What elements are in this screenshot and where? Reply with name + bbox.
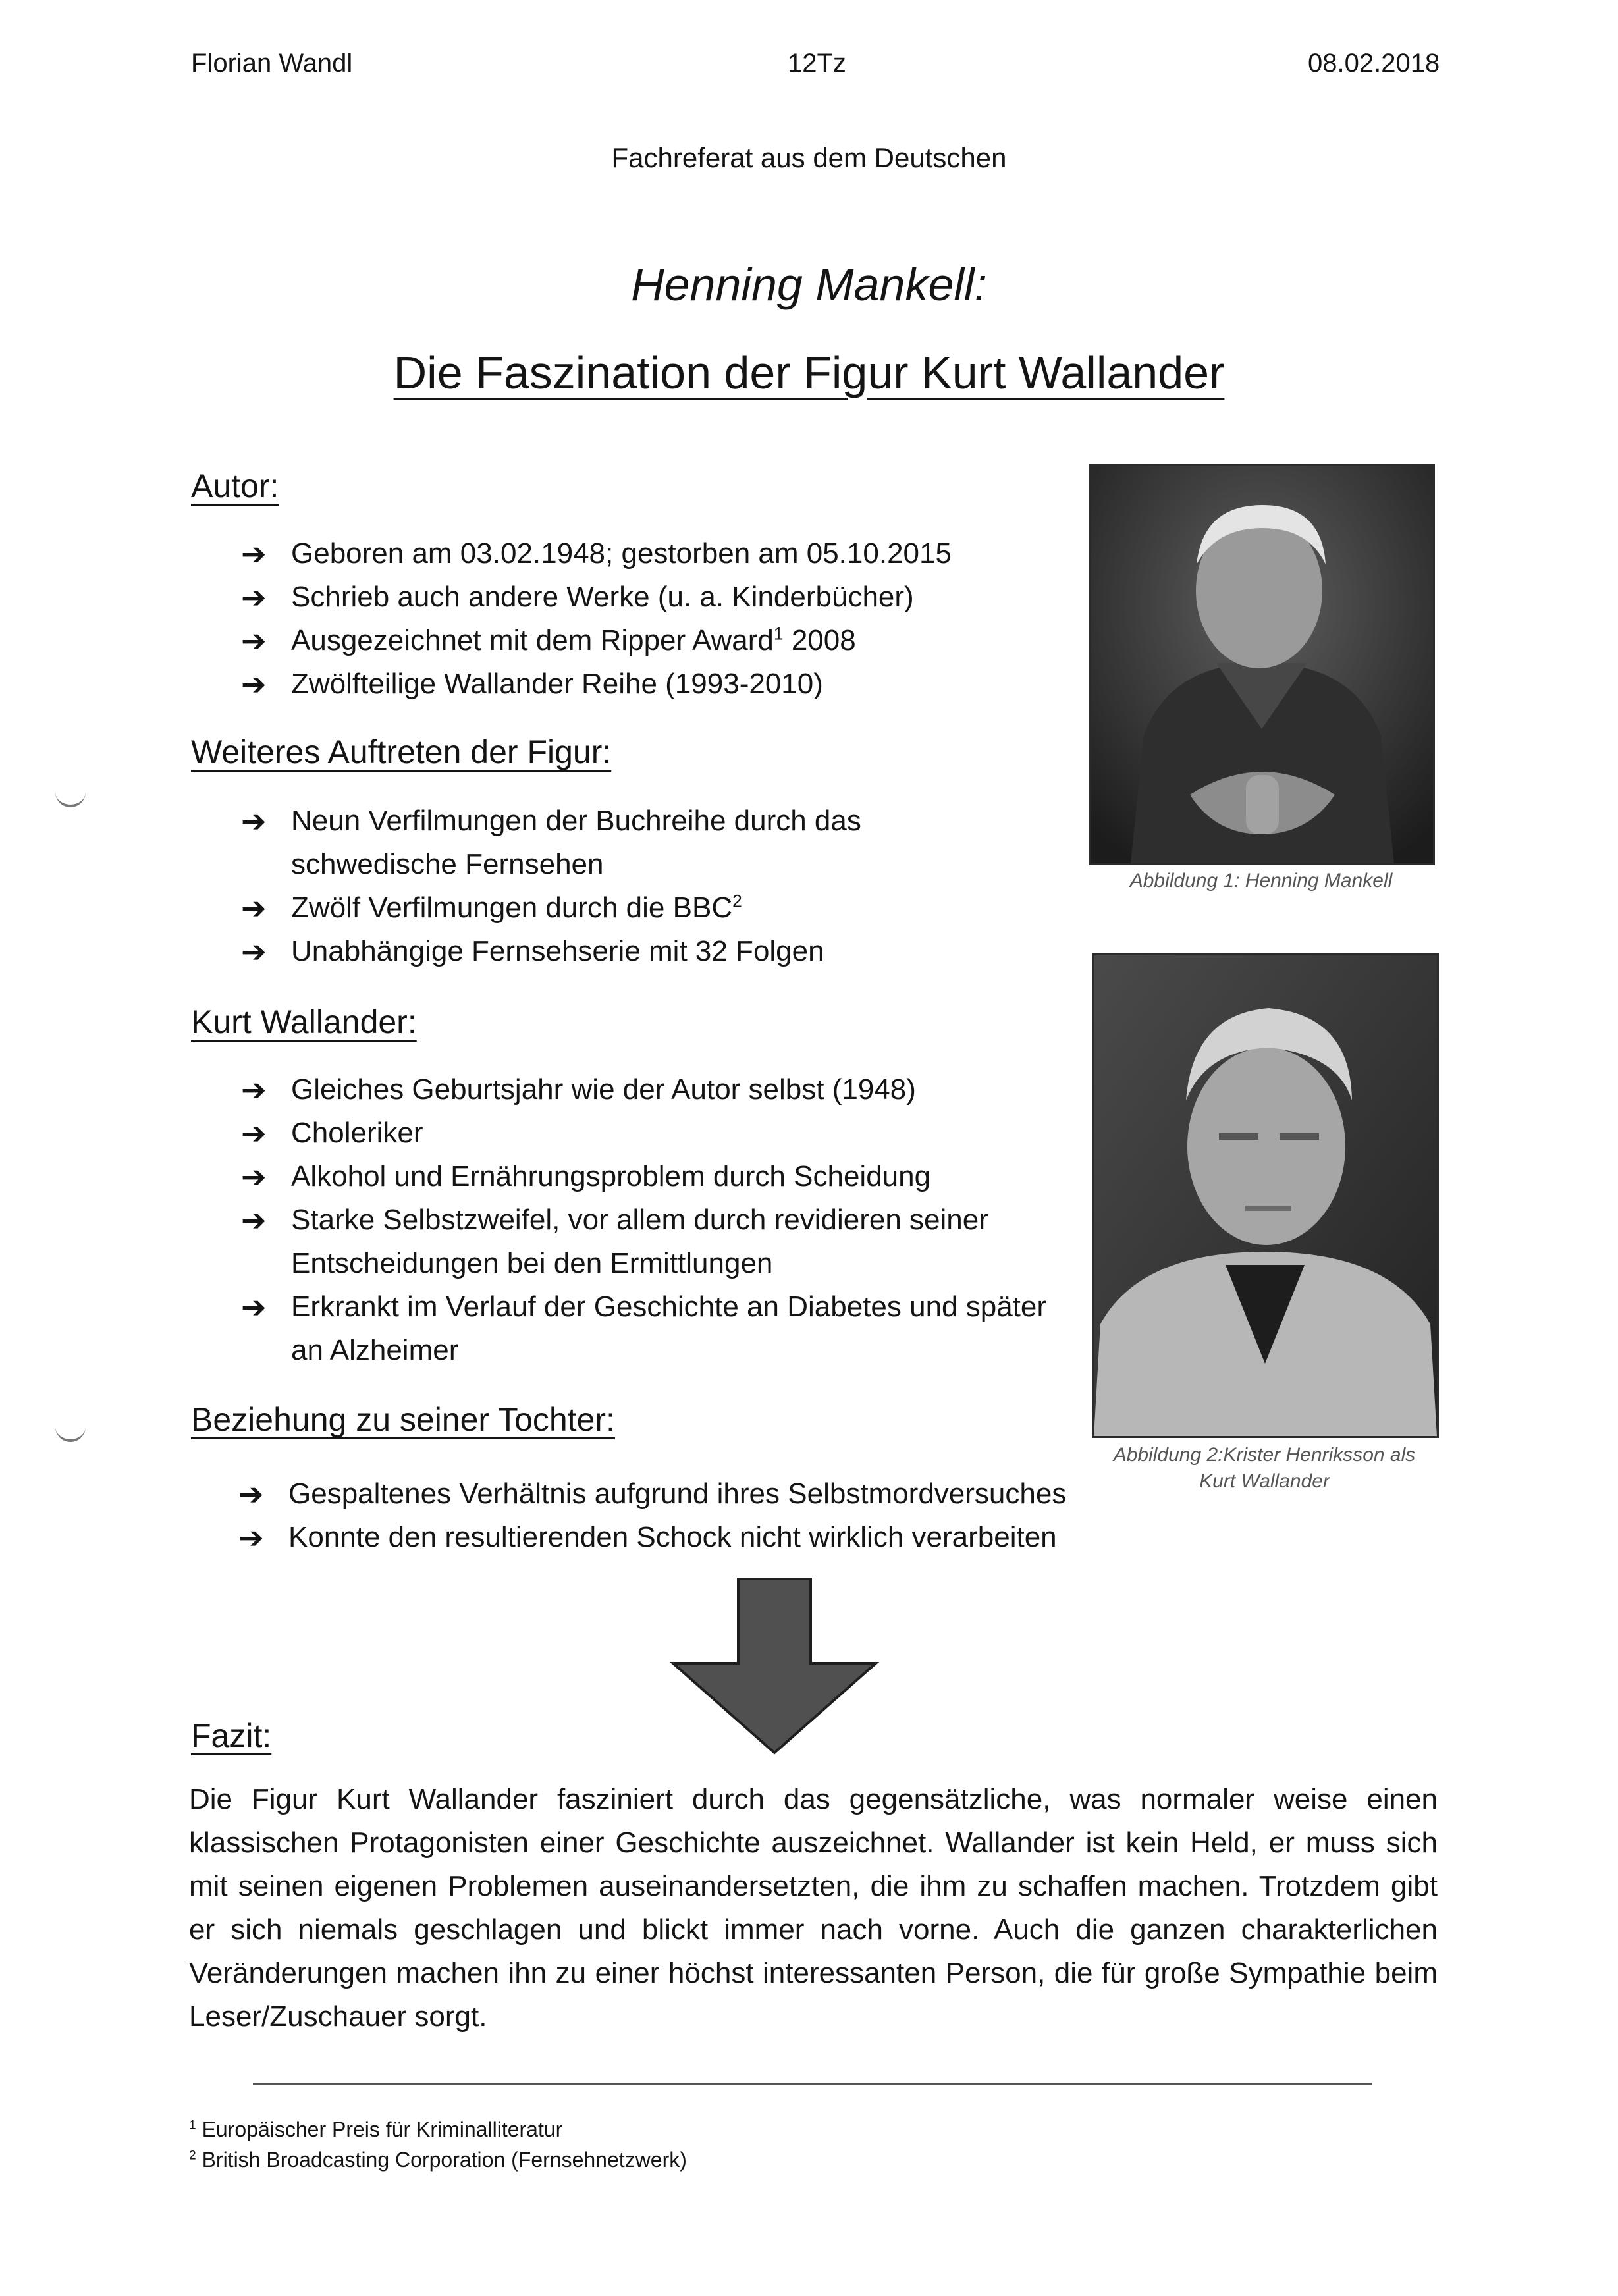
- arrow-bullet-icon: ➔: [241, 580, 267, 614]
- heading-tochter: Beziehung zu seiner Tochter:: [191, 1401, 615, 1438]
- document-subtitle: Fachreferat aus dem Deutschen: [611, 142, 1007, 173]
- figure-caption: Abbildung 1: Henning Mankell: [1129, 870, 1393, 892]
- arrow-bullet-icon: ➔: [241, 1073, 267, 1107]
- fazit-paragraph: Die Figur Kurt Wallander fasziniert durch das gegensätzliche, was normaler weise einen klassischen Protagonisten einer Geschichte auszeichnet. Wallander ist kein Held, er muss sich mit seinen eigenen Problemen auseinandersetzten, die ihm zu schaffen machen. Trotzdem gibt er sich niemals geschlagen und blickt immer nach vorne. Auch die ganzen charakterlichen Veränderungen machen ihn zu einer höchst interessanten Person, die für große Sympathie beim Leser/Zuschauer sorgt.: [189, 1783, 1438, 2033]
- title-author: Henning Mankell:: [631, 259, 987, 310]
- heading-fazit: Fazit:: [191, 1717, 272, 1754]
- header-date: 08.02.2018: [1308, 49, 1440, 78]
- heading-autor: Autor:: [191, 467, 279, 504]
- down-arrow-icon: [669, 1578, 880, 1755]
- figure-caption: Abbildung 2:Krister Henriksson als: [1113, 1444, 1416, 1466]
- list-item: ➔ Neun Verfilmungen der Buchreihe durch das schwedische Fernsehen: [241, 799, 952, 886]
- footnote: $^1$ Europäischer Preis für Kriminalliteratur: [189, 2118, 563, 2141]
- list-item: ➔ Gleiches Geburtsjahr wie der Autor selbst (1948): [241, 1068, 1051, 1111]
- heading-auftreten: Weiteres Auftreten der Figur:: [191, 734, 612, 770]
- footnote-divider: [253, 2083, 1372, 2085]
- arrow-bullet-icon: ➔: [241, 1160, 267, 1194]
- arrow-bullet-icon: ➔: [241, 667, 267, 701]
- photo-kurt-wallander: [1092, 953, 1439, 1438]
- footnote-ref: 2: [732, 891, 742, 911]
- list-item: ➔ Alkohol und Ernährungsproblem durch Scheidung: [241, 1155, 1051, 1198]
- list-item: ➔ Erkrankt im Verlauf der Geschichte an Diabetes und später an Alzheimer: [241, 1285, 1051, 1372]
- arrow-bullet-icon: ➔: [241, 934, 267, 969]
- header-author: Florian Wandl: [191, 49, 353, 78]
- page-title: Die Faszination der Figur Kurt Wallander: [393, 347, 1225, 398]
- footnote-ref: 1: [773, 624, 784, 644]
- list-item: ➔ Konnte den resultierenden Schock nicht wirklich verarbeiten: [238, 1516, 1134, 1559]
- list-item: ➔ Schrieb auch andere Werke (u. a. Kinderbücher): [241, 575, 1051, 619]
- list-item: ➔ Geboren am 03.02.1948; gestorben am 05.10.2015: [241, 532, 1051, 575]
- list-item: ➔ Zwölf Verfilmungen durch die BBC$^2$: [241, 886, 1031, 930]
- arrow-bullet-icon: ➔: [241, 804, 267, 838]
- footnote: $^2$ British Broadcasting Corporation (Fernsehnetzwerk): [189, 2148, 687, 2172]
- arrow-bullet-icon: ➔: [241, 1116, 267, 1150]
- arrow-bullet-icon: ➔: [241, 537, 267, 571]
- list-item: ➔ Starke Selbstzweifel, vor allem durch revidieren seiner Entscheidungen bei den Ermittlungen: [241, 1198, 1051, 1285]
- list-item: ➔ Zwölfteilige Wallander Reihe (1993-2010): [241, 662, 1051, 706]
- list-item: ➔ Ausgezeichnet mit dem Ripper Award$^1$ 2008: [241, 619, 1051, 662]
- list-item: ➔ Unabhängige Fernsehserie mit 32 Folgen: [241, 930, 1031, 973]
- arrow-bullet-icon: ➔: [238, 1520, 264, 1555]
- arrow-bullet-icon: ➔: [238, 1477, 264, 1511]
- punch-hole-mark: [55, 1422, 86, 1442]
- arrow-bullet-icon: ➔: [241, 624, 267, 658]
- heading-wallander: Kurt Wallander:: [191, 1003, 417, 1040]
- punch-hole-mark: [55, 788, 86, 807]
- list-item: ➔ Gespaltenes Verhältnis aufgrund ihres Selbstmordversuches: [238, 1472, 1134, 1516]
- arrow-bullet-icon: ➔: [241, 1203, 267, 1237]
- arrow-bullet-icon: ➔: [241, 1290, 267, 1324]
- arrow-bullet-icon: ➔: [241, 891, 267, 925]
- header-class: 12Tz: [788, 49, 846, 78]
- photo-henning-mankell: [1089, 464, 1435, 865]
- list-item: ➔ Choleriker: [241, 1111, 1051, 1155]
- figure-caption: Kurt Wallander: [1199, 1470, 1330, 1492]
